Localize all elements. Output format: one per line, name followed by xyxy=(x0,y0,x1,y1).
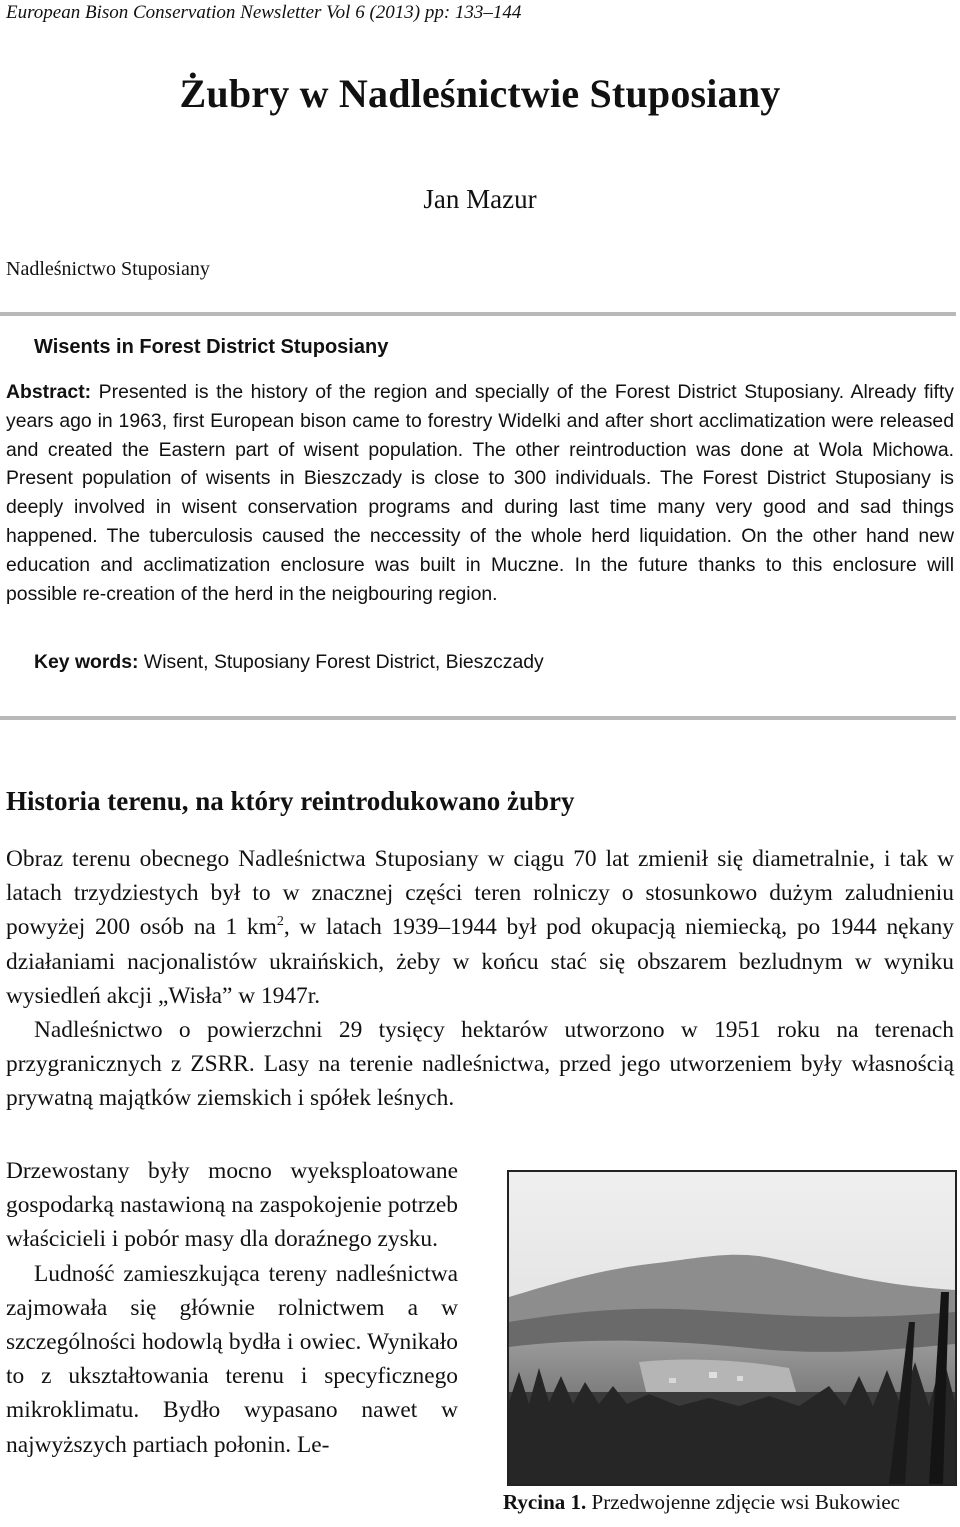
keywords xyxy=(34,651,544,674)
landscape-photo xyxy=(509,1172,955,1484)
paragraph-2-continued: Drzewostany były mocno wyeksploatowane gospodarką nastawioną na zaspokojenie potrzeb właścicieli i pobór masy dla doraźnego zysku. xyxy=(6,1158,458,1253)
article-title: Żubry w Nadleśnictwie Stuposiany xyxy=(179,71,781,116)
abstract-label: Abstract: xyxy=(6,381,92,403)
body-text-full-width xyxy=(6,842,954,1116)
author-name: Jan Mazur xyxy=(423,184,537,214)
paragraph-1-text-b: , w latach 1939–1944 był pod okupacją niemiecką, po 1944 nękany działaniami nacjonalistów ukraińskich, żeby w końcu stać się obszarem bezludnym w wyniku wysiedleń akcji „Wisła” w 1947r. xyxy=(6,914,954,1009)
abstract xyxy=(6,378,954,608)
superscript: 2 xyxy=(276,914,284,930)
abstract-top-rule xyxy=(0,312,956,316)
abstract-bottom-rule xyxy=(0,716,956,720)
figure-label: Rycina 1. xyxy=(503,1490,587,1514)
figure-photo xyxy=(507,1170,957,1486)
section-heading: Historia terenu, na który reintrodukowano żubry xyxy=(6,786,575,816)
journal-header: European Bison Conservation Newsletter Vol 6 (2013) pp: 133–144 xyxy=(6,2,522,23)
author-affiliation: Nadleśnictwo Stuposiany xyxy=(6,258,210,280)
keywords-text: Wisent, Stuposiany Forest District, Bieszczady xyxy=(143,651,544,673)
paragraph-1-text-a: Obraz terenu obecnego Nadleśnictwa Stuposiany w ciągu 70 lat zmienił się diametralnie, i tak w latach trzydziestych był to w znacznej części teren rolniczy o stosunkowo dużym zaludnieniu powyżej 200 osób na 1 km xyxy=(6,846,954,941)
paragraph-2: Nadleśnictwo o powierzchni 29 tysięcy hektarów utworzono w 1951 roku na terenach przygranicznych z ZSRR. Lasy na terenie nadleśnictwa, przed jego utworzeniem były własnością prywatną majątków ziemskich i spółek leśnych. xyxy=(6,1017,954,1112)
abstract-text: Presented is the history of the region and specially of the Forest District Stuposiany. Already fifty years ago in 1963, first European bison came to forestry Widelki and after short acclimatization were released and created the Eastern part of wisent population. The other reintroduction was done at Wola Michowa. Present population of wisents in Bieszczady is close to 300 individuals. The Forest District Stuposiany is deeply involved in wisent conservation programs and during last time many very good and sad things happened. The tuberculosis caused the neccessity of the whole herd liquidation. On the other hand new education and acclimatization enclosure was built in Muczne. In the future thanks to this enclosure will possible re-creation of the herd in the neigbouring region. xyxy=(6,381,954,605)
figure-caption xyxy=(503,1490,900,1515)
body-text-column xyxy=(6,1154,458,1462)
paragraph-3: Ludność zamieszkująca tereny nadleśnictwa zajmowała się głównie rolnictwem a w szczególności hodowlą bydła i owiec. Wynikało to z ukształtowania terenu i specyficznego mikroklimatu. Bydło wypasano nawet w najwyższych partiach połonin. Le- xyxy=(6,1260,458,1458)
keywords-label: Key words: xyxy=(34,651,139,673)
english-title: Wisents in Forest District Stuposiany xyxy=(34,336,389,358)
paragraph-1 xyxy=(6,842,954,1013)
figure-caption-text: Przedwojenne zdjęcie wsi Bukowiec xyxy=(591,1490,900,1514)
